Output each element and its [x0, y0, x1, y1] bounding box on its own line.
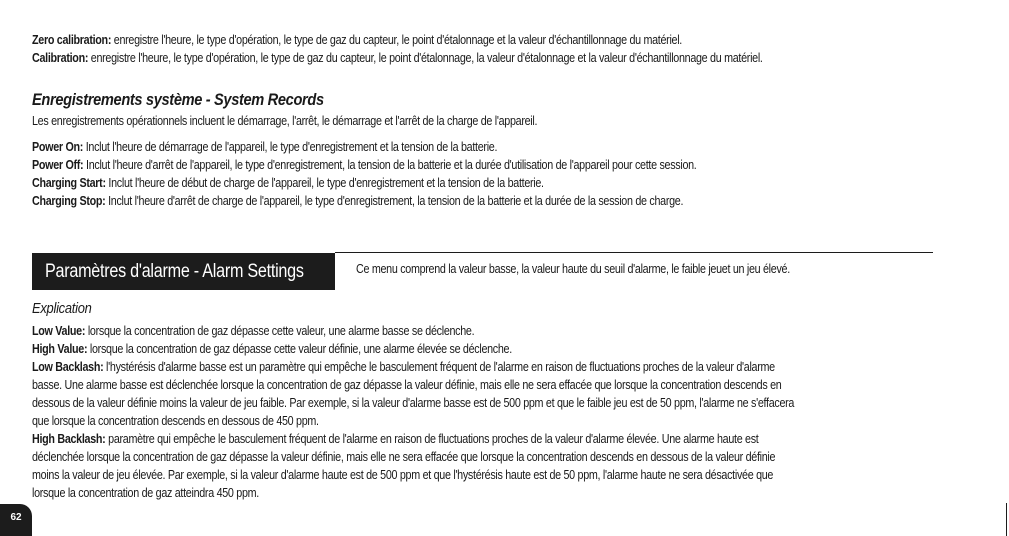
zero-calibration-label: Zero calibration: [32, 33, 112, 47]
power-on-text: Inclut l'heure de démarrage de l'appareil, le type d'enregistrement et la tension de la batterie. [83, 140, 498, 154]
charging-start-text: Inclut l'heure de début de charge de l'appareil, le type d'enregistrement et la tension de la batterie. [105, 176, 544, 190]
zero-calibration-text: enregistre l'heure, le type d'opération, le type de gaz du capteur, le point d'étalonnage et la valeur d'échantillonnage du matériel. [111, 33, 682, 47]
high-backlash-line-3: moins la valeur de jeu élevée. Par exemple, si la valeur d'alarme haute est de 500 ppm et que l'hystérésis haute est de 50 ppm, l'alarme haute ne sera désactivée que [32, 468, 774, 482]
high-value-label: High Value: [32, 342, 88, 356]
high-backlash-line-4: lorsque la concentration de gaz atteindra 450 ppm. [32, 486, 259, 500]
section-rule [335, 252, 933, 253]
alarm-settings-title: Paramètres d'alarme - Alarm Settings [45, 261, 304, 282]
low-backlash-text-1: l'hystérésis d'alarme basse est un paramètre qui empêche le basculement fréquent de l'alarme en raison de fluctuations proches de la valeur d'alarme [103, 360, 775, 374]
calibration-text: enregistre l'heure, le type d'opération, le type de gaz du capteur, le point d'étalonnage, la valeur d'étalonnage et la valeur d'échantillonnage du matériel. [88, 51, 763, 65]
low-value-label: Low Value: [32, 324, 86, 338]
power-on-label: Power On: [32, 140, 84, 154]
charging-stop-label: Charging Stop: [32, 194, 106, 208]
power-off-line [32, 157, 696, 173]
cutoff-next-line [32, 531, 792, 536]
low-backlash-line-3: dessous de la valeur définie moins la valeur de jeu faible. Par exemple, si la valeur d'alarme basse est de 500 ppm et que le faible jeu est de 50 ppm, l'alarme ne s'effacera [32, 396, 795, 410]
calibration-label: Calibration: [32, 51, 89, 65]
high-value-text: lorsque la concentration de gaz dépasse cette valeur définie, une alarme élevée se déclenche. [87, 342, 512, 356]
low-backlash-line-1 [32, 359, 775, 375]
page-number: 62 [10, 512, 22, 523]
low-value-text: lorsque la concentration de gaz dépasse cette valeur, une alarme basse se déclenche. [85, 324, 475, 338]
charging-stop-line [32, 193, 683, 209]
zero-calibration-line [32, 32, 682, 48]
page-number-tab [0, 504, 32, 536]
high-value-line [32, 341, 512, 357]
calibration-line [32, 50, 763, 66]
low-backlash-line-4: que lorsque la concentration descends en dessous de 450 ppm. [32, 414, 319, 428]
page-edge-line [1006, 503, 1007, 536]
charging-stop-text: Inclut l'heure d'arrêt de charge de l'appareil, le type d'enregistrement, la tension de la batterie et la durée de la session de charge. [105, 194, 684, 208]
high-backlash-label: High Backlash: [32, 432, 106, 446]
alarm-settings-title-bar [32, 253, 335, 290]
power-on-line [32, 139, 497, 155]
low-backlash-label: Low Backlash: [32, 360, 104, 374]
high-backlash-text-1: paramètre qui empêche le basculement fréquent de l'alarme en raison de fluctuations proches de la valeur d'alarme élevée. Une alarme haute est [105, 432, 759, 446]
charging-start-line [32, 175, 544, 191]
high-backlash-line-2: déclenchée lorsque la concentration de gaz dépasse la valeur définie, mais elle ne sera effacée que lorsque la concentration descends en dessous de la valeur définie [32, 450, 776, 464]
system-records-heading: Enregistrements système - System Records [32, 90, 324, 109]
low-value-line [32, 323, 474, 339]
power-off-label: Power Off: [32, 158, 84, 172]
explication-heading: Explication [32, 300, 92, 317]
low-backlash-line-2: basse. Une alarme basse est déclenchée lorsque la concentration de gaz dépasse la valeur définie, mais elle ne sera effacée que lorsque la concentration descends en [32, 378, 782, 392]
high-backlash-line-1 [32, 431, 758, 447]
alarm-settings-description: Ce menu comprend la valeur basse, la valeur haute du seuil d'alarme, le faible jeuet un jeu élevé. [356, 262, 790, 276]
power-off-text: Inclut l'heure d'arrêt de l'appareil, le type d'enregistrement, la tension de la batterie et la durée d'utilisation de l'appareil pour cette session. [83, 158, 697, 172]
system-records-intro: Les enregistrements opérationnels incluent le démarrage, l'arrêt, le démarrage et l'arrêt de la charge de l'appareil. [32, 114, 538, 128]
charging-start-label: Charging Start: [32, 176, 106, 190]
